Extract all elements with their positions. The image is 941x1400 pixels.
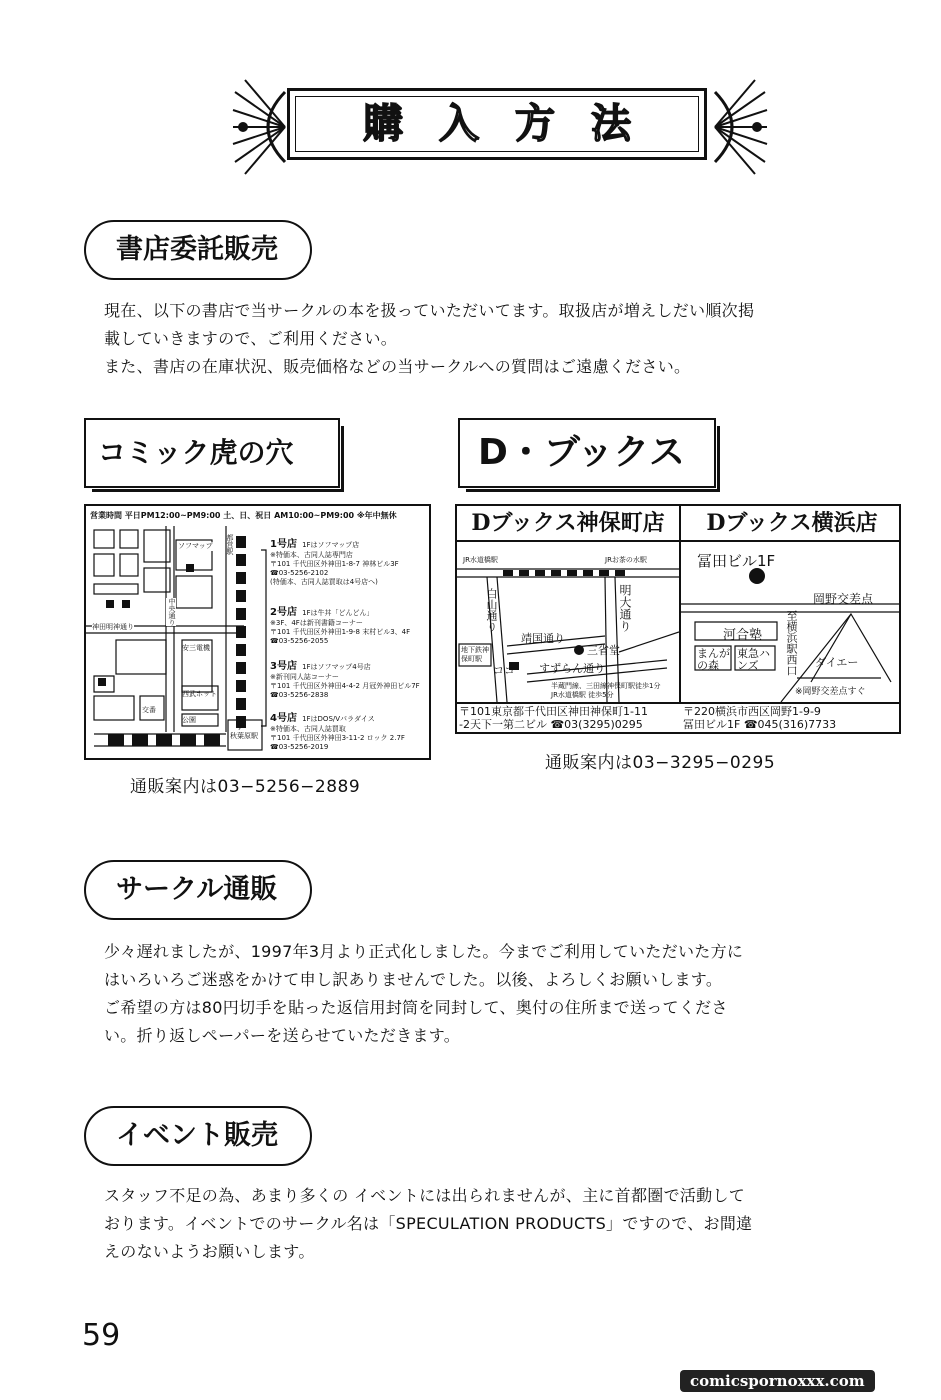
street-label: すずらん通り xyxy=(539,662,606,675)
landmark-label: 河合塾 xyxy=(723,628,763,643)
phone-number: ☎03(3295)0295 xyxy=(550,718,643,731)
branch-line: ☎03-5256-2019 xyxy=(270,743,329,751)
branch-line: (特価本、古同人誌買取は4号店へ) xyxy=(270,578,378,586)
business-hours: 営業時間 平日PM12:00~PM9:00 土、日、祝日 AM10:00~PM9:00 ※年中無休 xyxy=(90,511,397,520)
street-label: 白山通り xyxy=(485,588,498,632)
toranoana-mail-order-phone: 通販案内は03−5256−2889 xyxy=(130,777,361,797)
street-label: 靖国通り xyxy=(521,632,565,645)
branch-line: ※新刊同人誌コーナー xyxy=(270,673,339,681)
text-line: 載していきますので、ご利用ください。 xyxy=(104,329,398,348)
dbooks-mail-order-phone: 通販案内は03−3295−0295 xyxy=(545,753,776,773)
branch-block xyxy=(270,706,430,752)
street-label: 明大通り xyxy=(618,584,632,632)
branch-block xyxy=(270,532,430,587)
branch-label: 4号店 xyxy=(270,713,297,724)
shop-name-dbooks xyxy=(458,418,716,488)
branch-line: 〒101 千代田区外神田3-11-2 ロック 2.7F xyxy=(270,734,405,742)
branch-line: ※3F、4Fは新刊書籍コーナー xyxy=(270,619,363,627)
text-line: おります。イベントでのサークル名は「SPECULATION PRODUCTS」ですので、お間違 xyxy=(104,1214,753,1233)
building-label: 冨田ビル1F xyxy=(697,552,776,570)
jimbocho-address xyxy=(459,705,679,731)
branch-line: ※特価本、古同人誌買取 xyxy=(270,725,346,733)
address-line: 〒220横浜市西区岡野1-9-9 xyxy=(683,705,821,718)
text-line: スタッフ不足の為、あまり多くの イベントには出られませんが、主に首都圏で活動して xyxy=(104,1186,746,1205)
crossing-label: 岡野交差点 xyxy=(813,592,874,606)
branch-line: 〒101 千代田区外神田1-8-7 神林ビル3F xyxy=(270,560,399,568)
branch-note: 1Fはソフマップ4号店 xyxy=(302,663,371,671)
page-number: 59 xyxy=(82,1318,121,1353)
branch-line: 〒101 千代田区外神田4-4-2 月冠外神田ビル7F xyxy=(270,682,420,690)
here-marker: ココ xyxy=(493,664,515,677)
landmark-label: ソフマップ xyxy=(178,542,213,550)
dbooks-map xyxy=(455,504,901,734)
text-line: はいろいろご迷惑をかけて申し訳ありませんでした。以後、よろしくお願いします。 xyxy=(104,970,723,989)
address-line: -2天下一第二ビル xyxy=(459,718,547,731)
street-label: 神田明神通り xyxy=(92,623,134,631)
section-heading-bookstore: 書店委託販売 xyxy=(84,220,312,280)
ornament-right-icon xyxy=(713,72,769,182)
branch-block xyxy=(270,600,430,646)
event-paragraph xyxy=(104,1182,904,1266)
station-label: 地下鉄神保町駅 xyxy=(461,646,489,663)
street-label: 中央通り xyxy=(168,598,176,626)
text-line: 現在、以下の書店で当サークルの本を扱っていただいてます。取扱店が増えしだい順次掲 xyxy=(104,301,755,320)
landmark-label: まんがの森 xyxy=(697,647,730,672)
branch-line: 〒101 千代田区外神田1-9-8 末村ビル3、4F xyxy=(270,628,411,636)
branch-line: ※特価本、古同人誌専門店 xyxy=(270,551,353,559)
text-line: 少々遅れましたが、1997年3月より正式化しました。今までご利用していただいた方に xyxy=(104,942,744,961)
yokohama-title: Dブックス横浜店 xyxy=(681,506,901,542)
phone-number: ☎045(316)7733 xyxy=(743,718,837,731)
landmark-label: 三省堂 xyxy=(587,644,620,657)
landmark-label: 交番 xyxy=(142,706,156,714)
text-line: また、書店の在庫状況、販売価格などの当サークルへの質問はご遠慮ください。 xyxy=(104,357,691,376)
station-direction-label: 至横浜駅西口 xyxy=(785,610,798,676)
address-line: 〒101東京都千代田区神田神保町1-11 xyxy=(459,705,648,718)
branch-line: ☎03-5256-2102 xyxy=(270,569,329,577)
branch-line: ☎03-5256-2055 xyxy=(270,637,329,645)
text-line: い。折り返しペーパーを送らせていただきます。 xyxy=(104,1026,461,1045)
yokohama-address xyxy=(683,705,901,731)
address-line: 冨田ビル1F xyxy=(683,718,741,731)
station-label: 秋葉原駅 xyxy=(230,732,258,740)
access-note: JR水道橋駅 徒歩5分 xyxy=(551,691,614,699)
branch-block xyxy=(270,654,430,700)
station-label-jr: JR xyxy=(239,722,246,730)
landmark-label: 安三電機 xyxy=(182,644,210,652)
access-note: 半蔵門線、三田線神保町駅徒歩1分 xyxy=(551,682,661,690)
jimbocho-title: Dブックス神保町店 xyxy=(457,506,681,542)
landmark-label: 公園 xyxy=(182,716,196,724)
shop-name-text: D・ブックス xyxy=(478,432,686,473)
text-line: ご希望の方は80円切手を貼った返信用封筒を同封して、奥付の住所まで送ってくださ xyxy=(104,998,728,1017)
station-label: JRお茶の水駅 xyxy=(605,556,647,564)
circle-paragraph xyxy=(104,938,904,1050)
text-line: えのないようお願いします。 xyxy=(104,1242,315,1261)
shop-name-toranoana xyxy=(84,418,340,488)
branch-note: 1Fはソフマップ店 xyxy=(302,541,360,549)
branch-note: 1FはDOS/Vパラダイス xyxy=(302,715,375,723)
page-title: 購入方法 xyxy=(363,101,667,147)
branch-label: 3号店 xyxy=(270,661,297,672)
section-heading-event: イベント販売 xyxy=(84,1106,312,1166)
street-label: 都営駅 xyxy=(226,534,234,555)
shop-name-text: コミック虎の穴 xyxy=(98,436,294,469)
watermark: comicspornoxxx.com xyxy=(680,1370,875,1392)
landmark-label: 西武ホット xyxy=(182,690,217,698)
station-label: JR水道橋駅 xyxy=(463,556,498,564)
landmark-label: 東急ハンズ xyxy=(737,647,770,672)
toranoana-map xyxy=(84,504,431,760)
branch-label: 2号店 xyxy=(270,607,297,618)
branch-note: 1Fは牛丼「どんどん」 xyxy=(302,609,374,617)
branch-line: ☎03-5256-2838 xyxy=(270,691,329,699)
landmark-label: ダイエー xyxy=(815,656,859,669)
bookstore-paragraph xyxy=(104,297,904,381)
ornament-left-icon xyxy=(231,72,287,182)
access-note: ※岡野交差点すぐ xyxy=(795,687,866,697)
section-heading-circle: サークル通販 xyxy=(84,860,312,920)
branch-label: 1号店 xyxy=(270,539,297,550)
